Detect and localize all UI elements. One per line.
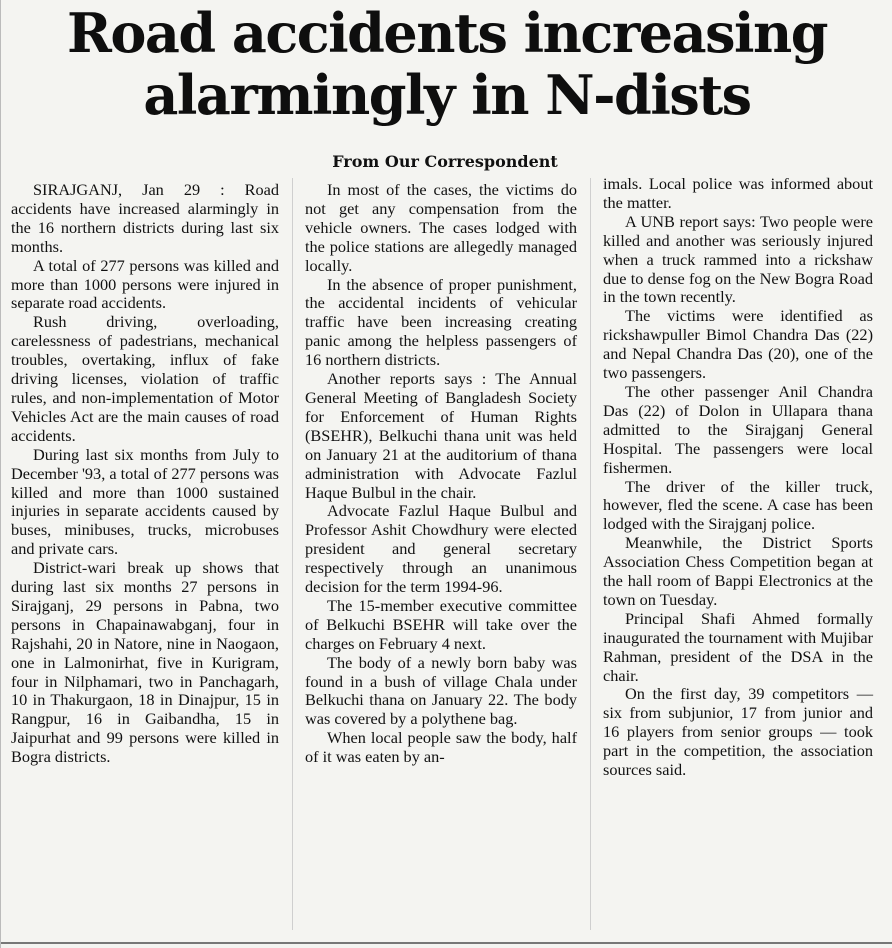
column-divider <box>590 178 591 930</box>
paragraph: When local people saw the body, half of it was eaten by an- <box>305 728 577 767</box>
article-column-1 <box>11 181 279 767</box>
byline: From Our Correspondent <box>332 152 558 171</box>
headline-line-2: alarmingly in N-dists <box>143 63 751 127</box>
headline-line-1: Road accidents increasing <box>66 1 828 65</box>
paragraph-continued: imals. Local police was informed about the matter. <box>603 174 873 212</box>
article-column-2 <box>305 181 577 767</box>
paragraph: The other passenger Anil Chandra Das (22) of Dolon in Ullapara thana admitted to the Sirajganj General Hospital. The passengers were local fishermen. <box>603 381 873 477</box>
headline <box>1 2 892 126</box>
paragraph: The driver of the killer truck, however, fled the scene. A case has been lodged with the Sirajganj police. <box>603 476 873 534</box>
paragraph: A UNB report says: Two people were killed and another was seriously injured when a truck rammed into a rickshaw due to dense fog on the New Bogra Road in the town recently. <box>603 211 873 307</box>
paragraph: Another reports says : The Annual General Meeting of Bangladesh Society for Enforcement of Human Rights (BSEHR), Belkuchi thana unit was held on January 21 at the auditorium of thana administration with Advocate Fazlul Haque Bulbul in the chair. <box>305 369 577 502</box>
paragraph: Meanwhile, the District Sports Association Chess Competition began at the hall room of Bappi Electronics at the town on Tuesday. <box>603 533 873 609</box>
paragraph: Advocate Fazlul Haque Bulbul and Professor Ashit Chowdhury were elected president and general secretary respectively through an unanimous decision for the term 1994-96. <box>305 501 577 597</box>
paragraph: Principal Shafi Ahmed formally inaugurated the tournament with Mujibar Rahman, president of the DSA in the chair. <box>603 608 873 685</box>
paragraph: Rush driving, overloading, carelessness of padestrians, mechanical troubles, overtaking, influx of fake driving licenses, violation of traffic rules, and non-implementation of Motor Vehicles Act are the main causes of road accidents. <box>11 312 279 445</box>
article-column-3 <box>603 175 873 780</box>
bottom-divider <box>1 942 892 944</box>
column-divider <box>292 178 293 930</box>
paragraph: The body of a newly born baby was found in a bush of village Chala under Belkuchi thana on January 22. The body was covered by a polythene bag. <box>305 652 577 729</box>
paragraph: On the first day, 39 competitors — six from subjunior, 17 from junior and 16 players from senior groups — took part in the competition, the association sources said. <box>603 684 873 780</box>
paragraph: The 15-member executive committee of Belkuchi BSEHR will take over the charges on February 4 next. <box>305 595 577 653</box>
paragraph: In most of the cases, the victims do not get any compensation from the vehicle owners. The cases lodged with the police stations are allegedly managed locally. <box>305 180 577 275</box>
paragraph: SIRAJGANJ, Jan 29 : Road accidents have increased alarmingly in the 16 northern districts during last six months. <box>11 180 279 256</box>
paragraph: In the absence of proper punishment, the accidental incidents of vehicular traffic have been increasing creating panic among the helpless passengers of 16 northern districts. <box>305 274 577 370</box>
paragraph: The victims were identified as rickshawpuller Bimol Chandra Das (22) and Nepal Chandra Das (20), one of the two passengers. <box>603 306 873 383</box>
paragraph: During last six months from July to December '93, a total of 277 persons was killed and more than 1000 sustained injuries in separate accidents caused by buses, minibuses, trucks, microbuses and private cars. <box>11 444 279 559</box>
paragraph: A total of 277 persons was killed and more than 1000 persons were injured in separate road accidents. <box>11 255 279 313</box>
paragraph: District-wari break up shows that during last six months 27 persons in Sirajganj, 29 persons in Pabna, two persons in Chapainawabganj, four in Rajshahi, 20 in Natore, nine in Naogaon, one in Lalmonirhat, five in Kurigram, four in Nilphamari, two in Panchagarh, 10 in Thakurgaon, 18 in Dinajpur, 15 in Rangpur, 16 in Gaibandha, 15 in Jaipurhat and 99 persons were killed in Bogra districts. <box>11 558 279 767</box>
